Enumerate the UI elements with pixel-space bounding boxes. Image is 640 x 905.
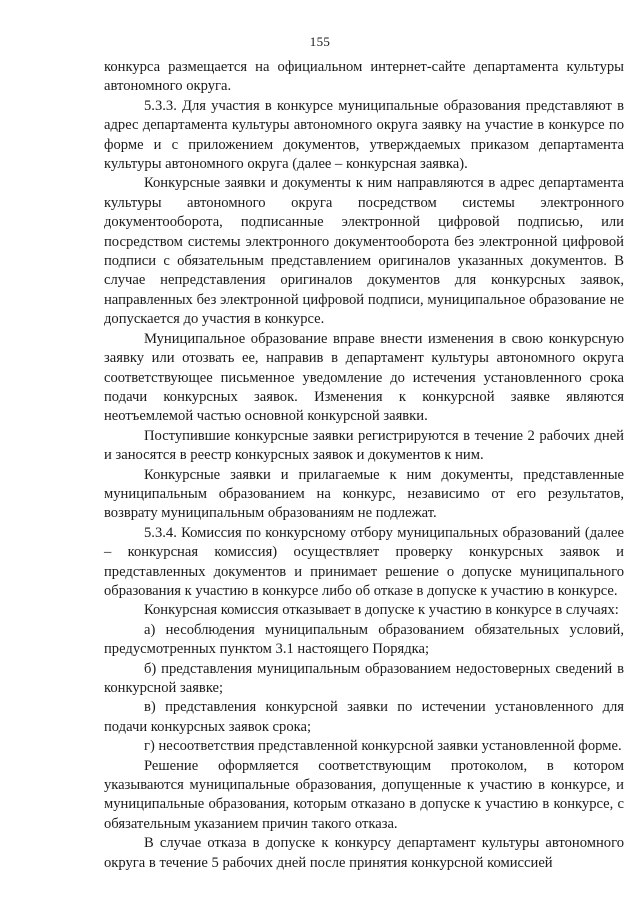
paragraph: 5.3.3. Для участия в конкурсе муниципальные образования представляют в адрес департамента культуры автономного округа заявку на участие в конкурсе по форме и с приложением документов, утверждаемых приказом департамента культуры автономного округа (далее – конкурсная заявка). <box>104 97 624 173</box>
paragraph: Конкурсные заявки и документы к ним направляются в адрес департамента культуры автономного округа посредством системы электронного документооборота, подписанные электронной цифровой подписью, или посредством системы электронного документооборота без электронной цифровой подписи с обязательным представлением оригиналов указанных документов. В случае непредставления оригиналов документов для конкурсных заявок, направленных без электронной цифровой подписи, муниципальное образование не допускается до участия в конкурсе. <box>104 175 624 328</box>
paragraph: конкурса размещается на официальном интернет-сайте департамента культуры автономного округа. <box>104 59 624 95</box>
paragraph: Поступившие конкурсные заявки регистрируются в течение 2 рабочих дней и заносятся в реестр конкурсных заявок и документов к ним. <box>104 427 624 464</box>
paragraph: Конкурсная комиссия отказывает в допуске к участию в конкурсе в случаях: <box>144 602 619 619</box>
paragraph: Конкурсные заявки и прилагаемые к ним документы, представленные муниципальным образованием на конкурс, независимо от его результатов, возврату муниципальным образованиям не подлежат. <box>104 466 624 522</box>
paragraph: б) представления муниципальным образованием недостоверных сведений в конкурсной заявке; <box>104 660 624 696</box>
paragraph: г) несоответствия представленной конкурсной заявки установленной форме. <box>144 738 622 755</box>
paragraph: Решение оформляется соответствующим протоколом, в котором указываются муниципальные образования, допущенные к участию в конкурсе, и муниципальные образования, которым отказано в допуске к участию в конкурсе, с обязательным указанием причин такого отказа. <box>104 757 624 832</box>
paragraph: 5.3.4. Комиссия по конкурсному отбору муниципальных образований (далее – конкурсная комиссия) осуществляет проверку конкурсных заявок и представленных документов и принимает решение о допуске муниципального образования к участию в конкурсе либо об отказе в допуске к участию в конкурсе. <box>104 524 624 599</box>
document-body <box>104 58 624 873</box>
paragraph: а) несоблюдения муниципальным образованием обязательных условий, предусмотренных пунктом 3.1 настоящего Порядка; <box>104 621 624 658</box>
paragraph: Муниципальное образование вправе внести изменения в свою конкурсную заявку или отозвать ее, направив в департамент культуры автономного округа соответствующее письменное уведомление до истечения установленного срока подачи конкурсных заявок. Изменения к конкурсной заявке являются неотъемлемой частью основной конкурсной заявки. <box>104 330 624 425</box>
page-number: 155 <box>309 34 331 49</box>
paragraph: в) представления конкурсной заявки по истечении установленного для подачи конкурсных заявок срока; <box>104 699 624 735</box>
paragraph: В случае отказа в допуске к конкурсу департамент культуры автономного округа в течение 5 рабочих дней после принятия конкурсной комиссией <box>104 835 624 871</box>
